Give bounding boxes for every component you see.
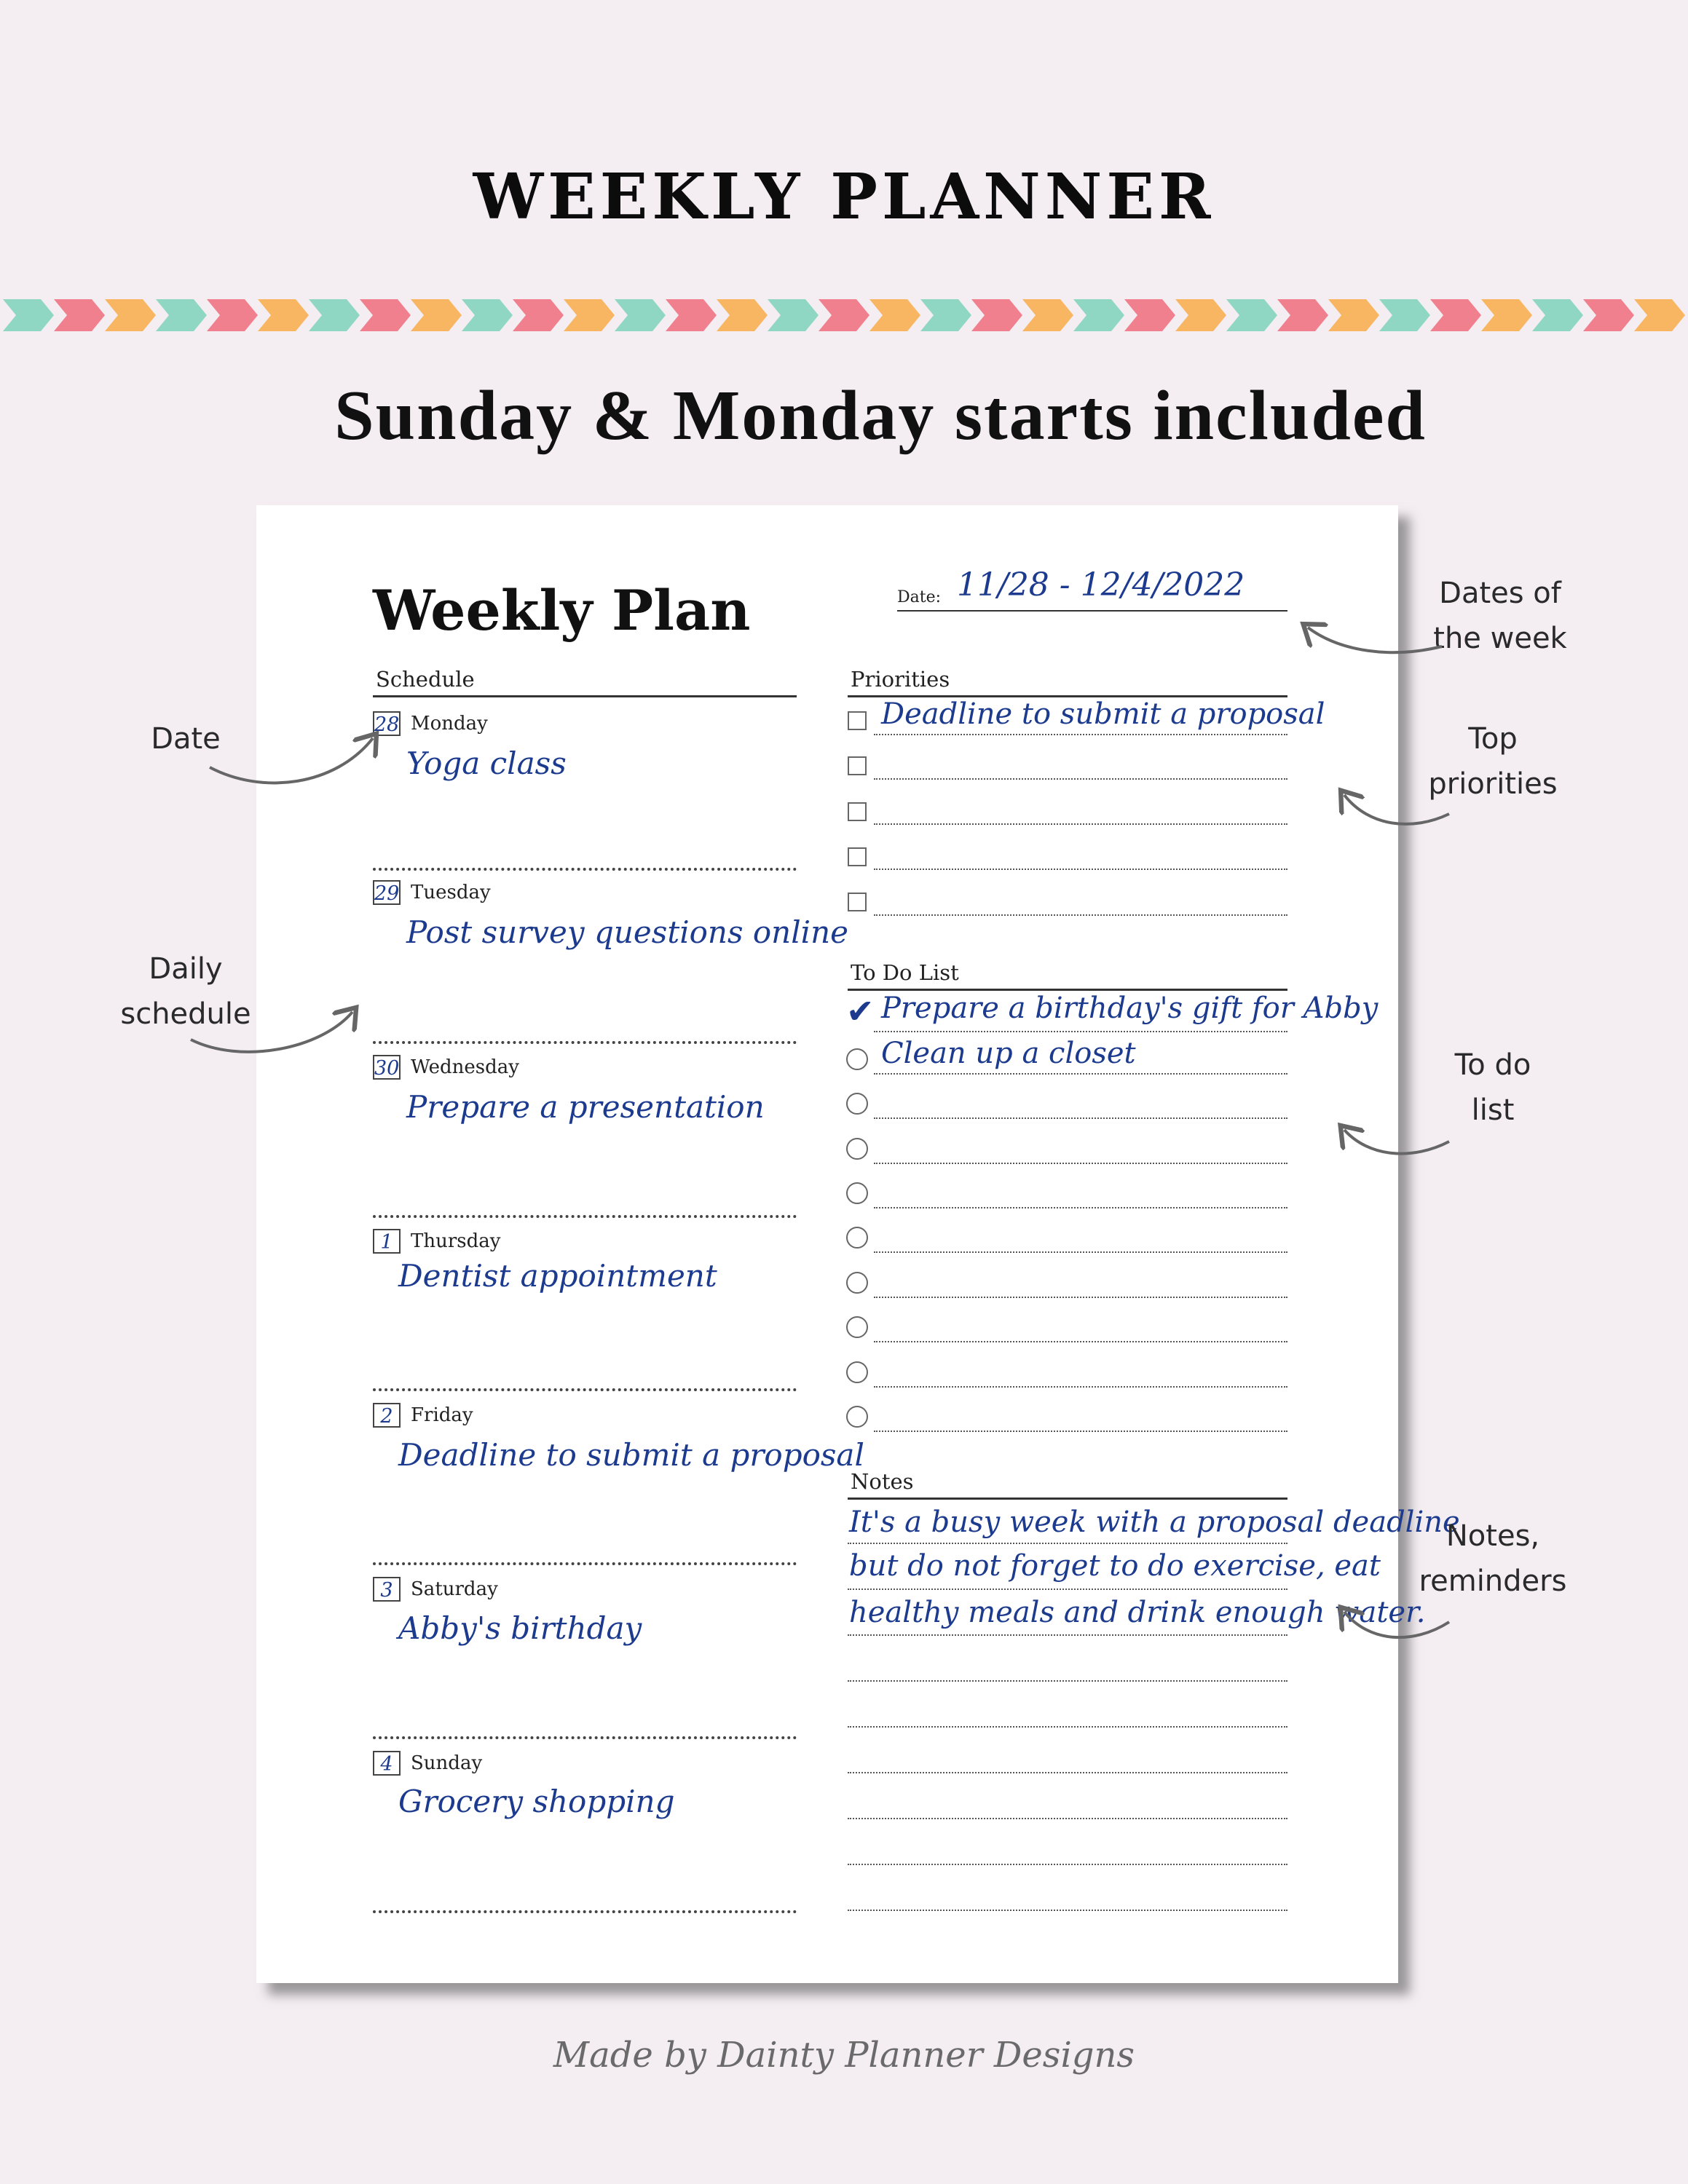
footer-credit: Made by Dainty Planner Designs xyxy=(553,2035,1135,2076)
priority-text[interactable]: Deadline to submit a proposal xyxy=(881,697,1325,731)
page-subtitle: Sunday & Monday starts included xyxy=(334,376,1427,455)
todo-text[interactable]: Clean up a closet xyxy=(881,1037,1136,1070)
annotation-line: list xyxy=(1471,1093,1515,1127)
annotation-line: Notes, xyxy=(1446,1519,1540,1553)
annotation-line: schedule xyxy=(120,997,251,1031)
annotation-line: priorities xyxy=(1428,767,1558,801)
note-line-2[interactable]: but do not forget to do exercise, eat xyxy=(849,1549,1381,1583)
annotation-line: reminders xyxy=(1419,1564,1567,1598)
arrow-dates-of-week xyxy=(1308,628,1442,652)
day-entry[interactable]: Grocery shopping xyxy=(398,1784,675,1819)
date-value[interactable]: 11/28 - 12/4/2022 xyxy=(957,566,1245,604)
day-name: Wednesday xyxy=(411,1056,519,1078)
annotation-line: To do xyxy=(1454,1048,1531,1082)
day-number: 30 xyxy=(373,1055,401,1080)
day-number: 3 xyxy=(373,1577,401,1602)
priorities-title: Priorities xyxy=(851,667,950,692)
page-title: WEEKLY PLANNER xyxy=(473,160,1215,234)
note-line-3[interactable]: healthy meals and drink enough water. xyxy=(849,1596,1426,1629)
day-entry[interactable]: Deadline to submit a proposal xyxy=(398,1437,864,1473)
todo-title: To Do List xyxy=(851,960,959,985)
day-entry[interactable]: Abby's birthday xyxy=(398,1610,642,1646)
arrow-top-priorities xyxy=(1344,795,1449,824)
day-number: 4 xyxy=(373,1751,401,1776)
day-name: Thursday xyxy=(411,1230,501,1252)
notes-title: Notes xyxy=(851,1469,914,1494)
day-entry[interactable]: Dentist appointment xyxy=(398,1258,717,1294)
sheet-title: Weekly Plan xyxy=(373,578,751,643)
day-entry[interactable]: Yoga class xyxy=(406,745,567,781)
date-label: Date: xyxy=(897,588,942,606)
arrow-todo-list xyxy=(1344,1130,1449,1154)
day-entry[interactable]: Prepare a presentation xyxy=(406,1089,765,1125)
todo-text[interactable]: Prepare a birthday's gift for Abby xyxy=(881,992,1379,1025)
arrow-date xyxy=(210,738,373,783)
schedule-title: Schedule xyxy=(376,667,475,692)
arrow-notes-reminders xyxy=(1344,1612,1449,1637)
day-name: Saturday xyxy=(411,1578,498,1600)
annotation-line: Daily xyxy=(149,952,223,986)
day-number: 29 xyxy=(373,880,401,905)
day-number: 28 xyxy=(373,711,401,736)
arrow-daily-schedule xyxy=(191,1012,352,1052)
day-name: Monday xyxy=(411,713,488,735)
day-name: Tuesday xyxy=(411,882,491,903)
annotation-line: the week xyxy=(1433,622,1567,655)
day-number: 2 xyxy=(373,1403,401,1428)
note-line-1[interactable]: It's a busy week with a proposal deadline xyxy=(849,1506,1460,1539)
day-name: Sunday xyxy=(411,1752,483,1774)
annotation-line: Top xyxy=(1468,722,1518,756)
annotation-line: Date xyxy=(151,722,221,756)
day-name: Friday xyxy=(411,1404,473,1426)
day-entry[interactable]: Post survey questions online xyxy=(406,914,848,950)
annotation-line: Dates of xyxy=(1439,577,1561,610)
day-number: 1 xyxy=(373,1229,401,1254)
checkmark-icon[interactable]: ✔ xyxy=(846,992,875,1031)
